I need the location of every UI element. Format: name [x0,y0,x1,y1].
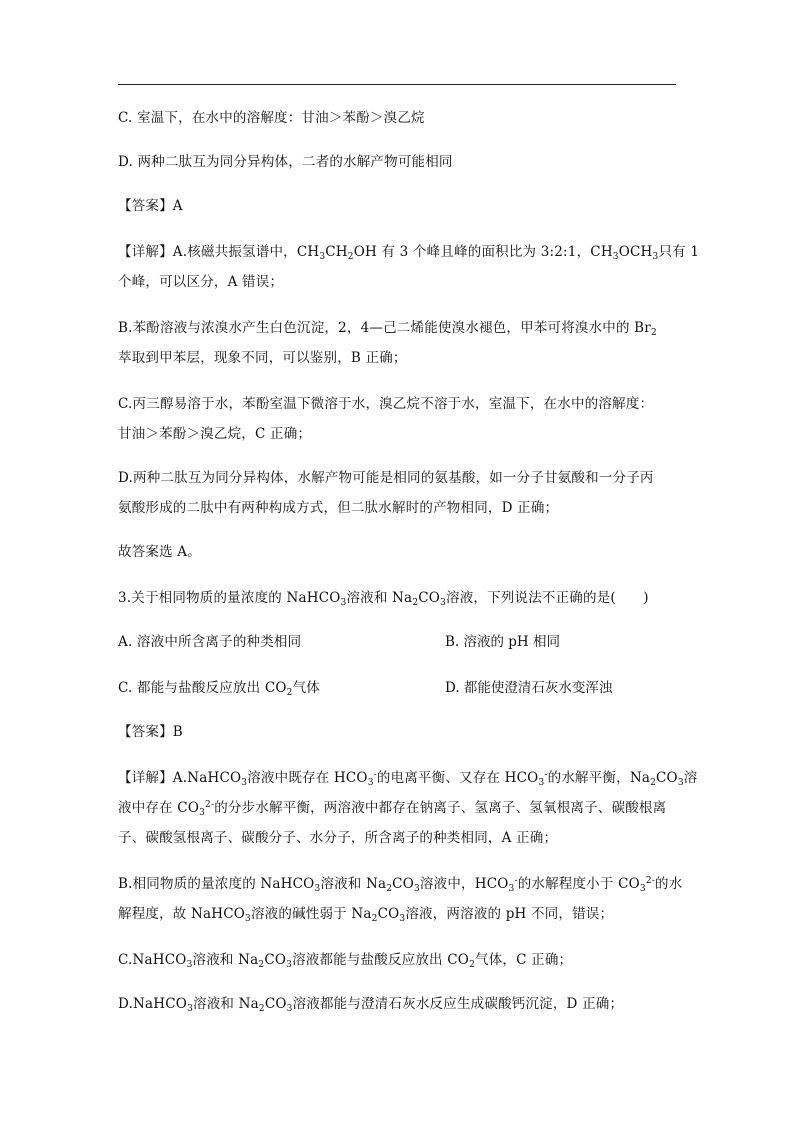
conclusion: 故答案选 A。 [118,544,201,560]
explanation-line: 氨酸形成的二肽中有两种构成方式，但二肽水解时的产物相同，D 正确； [118,500,559,516]
explanation-line: 子、碳酸氢根离子、碳酸分子、水分子，所含离子的种类相同，A 正确； [118,830,558,846]
option-d: D. 两种二肽互为同分异构体，二者的水解产物可能相同 [118,154,453,170]
option-c: C. 室温下，在水中的溶解度：甘油＞苯酚＞溴乙烷 [118,110,425,126]
option-d: D. 都能使澄清石灰水变浑浊 [445,680,613,696]
option-a: A. 溶液中所含离子的种类相同 [118,634,302,650]
explanation-line: 个峰，可以区分，A 错误； [118,274,284,290]
explanation-line: C.丙三醇易溶于水，苯酚室温下微溶于水，溴乙烷不溶于水，室温下，在水中的溶解度： [118,396,654,412]
explanation-line: 【详解】A.核磁共振氢谱中，$CH_3CH_2OH$ 有 3 个峰且峰的面积比为 3:2:1，$CH_3OCH_3$只有 1 [118,244,700,262]
option-b: B. 溶液的 pH 相同 [445,634,561,650]
explanation-line: 液中存在 $CO_3^{2-}$的分步水解平衡，两溶液中都存在钠离子、氢离子、氢氧根离子、碳酸根离 [118,800,667,818]
explanation-line: B.苯酚溶液与浓溴水产生白色沉淀，2，4—己二烯能使溴水褪色，甲苯可将溴水中的 $Br_2$ [118,320,657,338]
explanation-line: C.NaHCO$_3$溶液和 $Na_2CO_3$溶液都能与盐酸反应放出 $CO_2$气体，C 正确； [118,952,573,970]
explanation-line: D.两种二肽互为同分异构体，水解产物可能是相同的氨基酸，如一分子甘氨酸和一分子丙 [118,470,654,486]
explanation-line: 【详解】A.NaHCO$_3$溶液中既存在 $HCO_3^-$的电离平衡、又存在 $HCO_3^-$的水解平衡，$Na_2CO_3$溶 [118,770,698,788]
option-c: C. 都能与盐酸反应放出 $CO_2$气体 [118,680,320,698]
explanation-line: 萃取到甲苯层，现象不同，可以鉴别，B 正确； [118,350,407,366]
explanation-line: B.相同物质的量浓度的 NaHCO$_3$溶液和 $Na_2CO_3$溶液中，$HCO_3^-$的水解程度小于 $CO_3^{2-}$的水 [118,876,683,894]
answer-label: 【答案】A [118,198,183,214]
explanation-line: 甘油＞苯酚＞溴乙烷，C 正确； [118,426,312,442]
answer-label: 【答案】B [118,724,183,740]
explanation-line: 解程度，故 NaHCO$_3$溶液的碱性弱于 $Na_2CO_3$溶液，两溶液的 pH 不同，错误； [118,906,614,924]
header-rule [118,84,676,85]
question-3-stem: 3.关于相同物质的量浓度的 NaHCO$_3$溶液和 $Na_2CO_3$溶液，下列说法不正确的是( ) [118,590,649,608]
explanation-line: D.NaHCO$_3$溶液和 $Na_2CO_3$溶液都能与澄清石灰水反应生成碳酸钙沉淀，D 正确； [118,996,624,1014]
